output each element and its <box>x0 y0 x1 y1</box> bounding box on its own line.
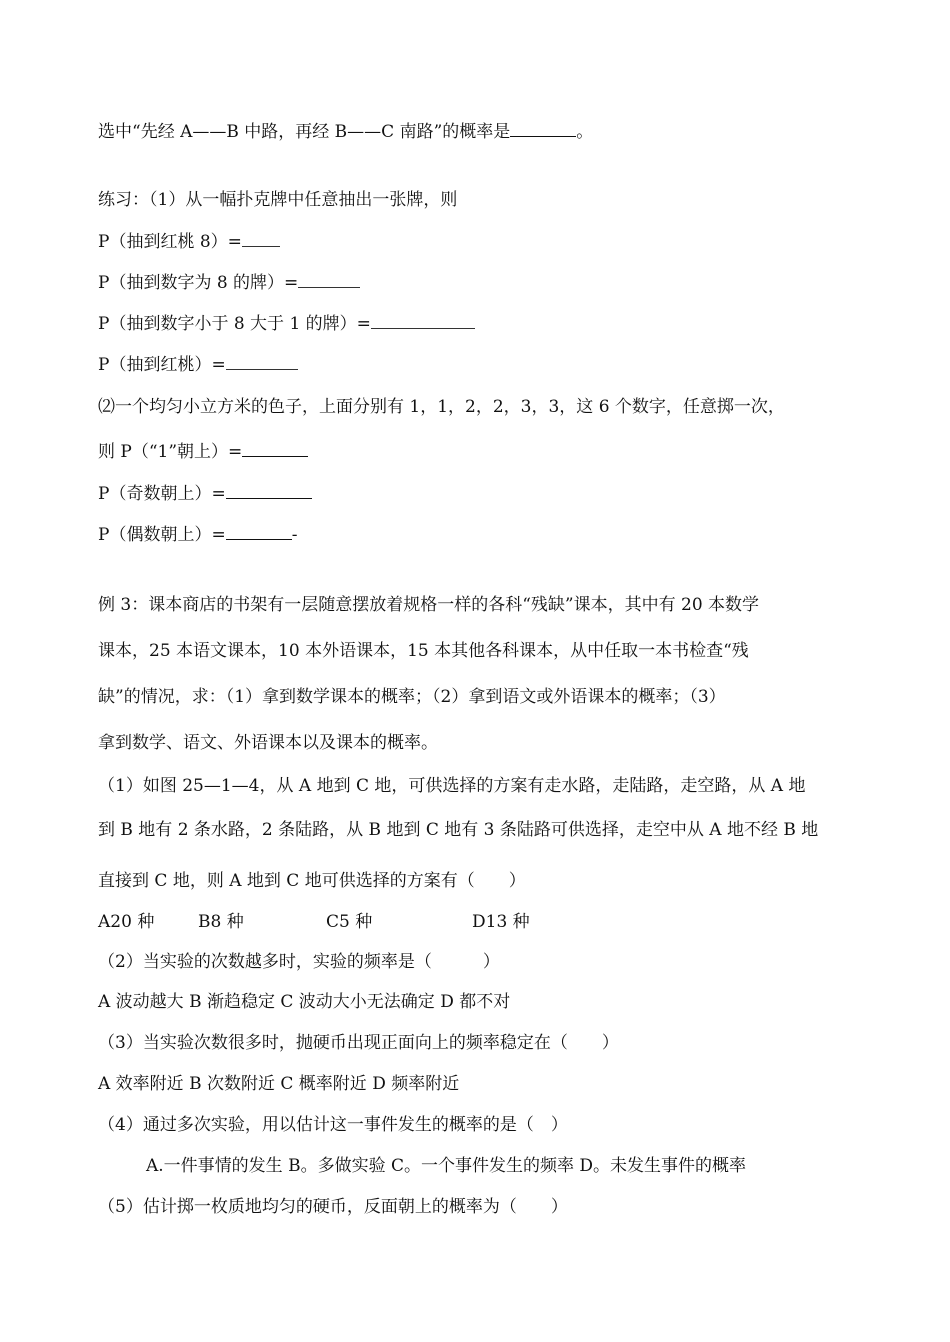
q1-line1: （1）如图 25—1—4，从 A 地到 C 地，可供选择的方案有走水路，走陆路，走空路，从 A 地 <box>98 776 806 796</box>
q5-text: （5）估计掷一枚质地均匀的硬币，反面朝上的概率为（ ） <box>98 1197 568 1217</box>
q1-option-a[interactable]: A20 种 <box>98 912 155 932</box>
answer-blank[interactable] <box>242 455 308 457</box>
top-line-suffix: 。 <box>576 122 594 142</box>
practice-q2-line4-text: P（偶数朝上）= <box>98 525 226 545</box>
answer-blank[interactable] <box>226 368 298 370</box>
practice-q2-line3 <box>98 483 312 505</box>
practice-q2-line3-text: P（奇数朝上）= <box>98 484 226 504</box>
example3-line3: 缺”的情况，求：（1）拿到数学课本的概率；（2）拿到语文或外语课本的概率；（3） <box>98 687 726 707</box>
q1-line2: 到 B 地有 2 条水路，2 条陆路，从 B 地到 C 地有 3 条陆路可供选择，走空中从 A 地不经 B 地 <box>98 820 819 840</box>
practice-q2-line2 <box>98 441 308 463</box>
practice-p1-text: P（抽到红桃 8）= <box>98 232 242 252</box>
answer-blank[interactable] <box>371 327 475 329</box>
q2-options: A 波动越大 B 渐趋稳定 C 波动大小无法确定 D 都不对 <box>98 992 511 1012</box>
top-line <box>98 121 593 143</box>
practice-p4-text: P（抽到红桃）= <box>98 355 226 375</box>
top-line-text: 选中“先经 A——B 中路，再经 B——C 南路”的概率是 <box>98 122 511 142</box>
q1-option-d[interactable]: D13 种 <box>472 912 530 932</box>
practice-q2-line4 <box>98 524 297 546</box>
answer-blank[interactable] <box>226 497 312 499</box>
q1-line3: 直接到 C 地，则 A 地到 C 地可供选择的方案有（ ） <box>98 871 526 891</box>
answer-blank[interactable] <box>298 286 360 288</box>
q2-text: （2）当实验的次数越多时，实验的频率是（ ） <box>98 952 500 972</box>
q1-option-c[interactable]: C5 种 <box>326 912 373 932</box>
q4-options: A.一件事情的发生 B。多做实验 C。一个事件发生的频率 D。未发生事件的概率 <box>146 1156 747 1176</box>
example3-line1: 例 3：课本商店的书架有一层随意摆放着规格一样的各科“残缺”课本，其中有 20 本数学 <box>98 595 760 615</box>
q3-options: A 效率附近 B 次数附近 C 概率附近 D 频率附近 <box>98 1074 460 1094</box>
practice-q2-line4-suffix: - <box>291 525 298 545</box>
practice-p3-text: P（抽到数字小于 8 大于 1 的牌）= <box>98 314 371 334</box>
practice-p2 <box>98 272 360 294</box>
q1-option-b[interactable]: B8 种 <box>198 912 244 932</box>
example3-line4: 拿到数学、语文、外语课本以及课本的概率。 <box>98 733 438 753</box>
answer-blank[interactable] <box>226 538 292 540</box>
practice-p4 <box>98 354 298 376</box>
answer-blank[interactable] <box>510 135 576 137</box>
q4-text: （4）通过多次实验，用以估计这一事件发生的概率的是（ ） <box>98 1115 568 1135</box>
practice-q2-line2-text: 则 P（“1”朝上）= <box>98 442 243 462</box>
q3-text: （3）当实验次数很多时，抛硬币出现正面向上的频率稳定在（ ） <box>98 1033 619 1053</box>
answer-blank[interactable] <box>242 245 280 247</box>
practice-p1 <box>98 231 280 253</box>
example3-line2: 课本，25 本语文课本，10 本外语课本，15 本其他各科课本，从中任取一本书检查“残 <box>98 641 749 661</box>
practice-p2-text: P（抽到数字为 8 的牌）= <box>98 273 299 293</box>
practice-p3 <box>98 313 475 335</box>
practice-q2-line1: ⑵一个均匀小立方米的色子，上面分别有 1，1，2，2，3，3，这 6 个数字，任意掷一次， <box>98 397 785 417</box>
practice-heading: 练习：（1）从一幅扑克牌中任意抽出一张牌，则 <box>98 190 458 210</box>
